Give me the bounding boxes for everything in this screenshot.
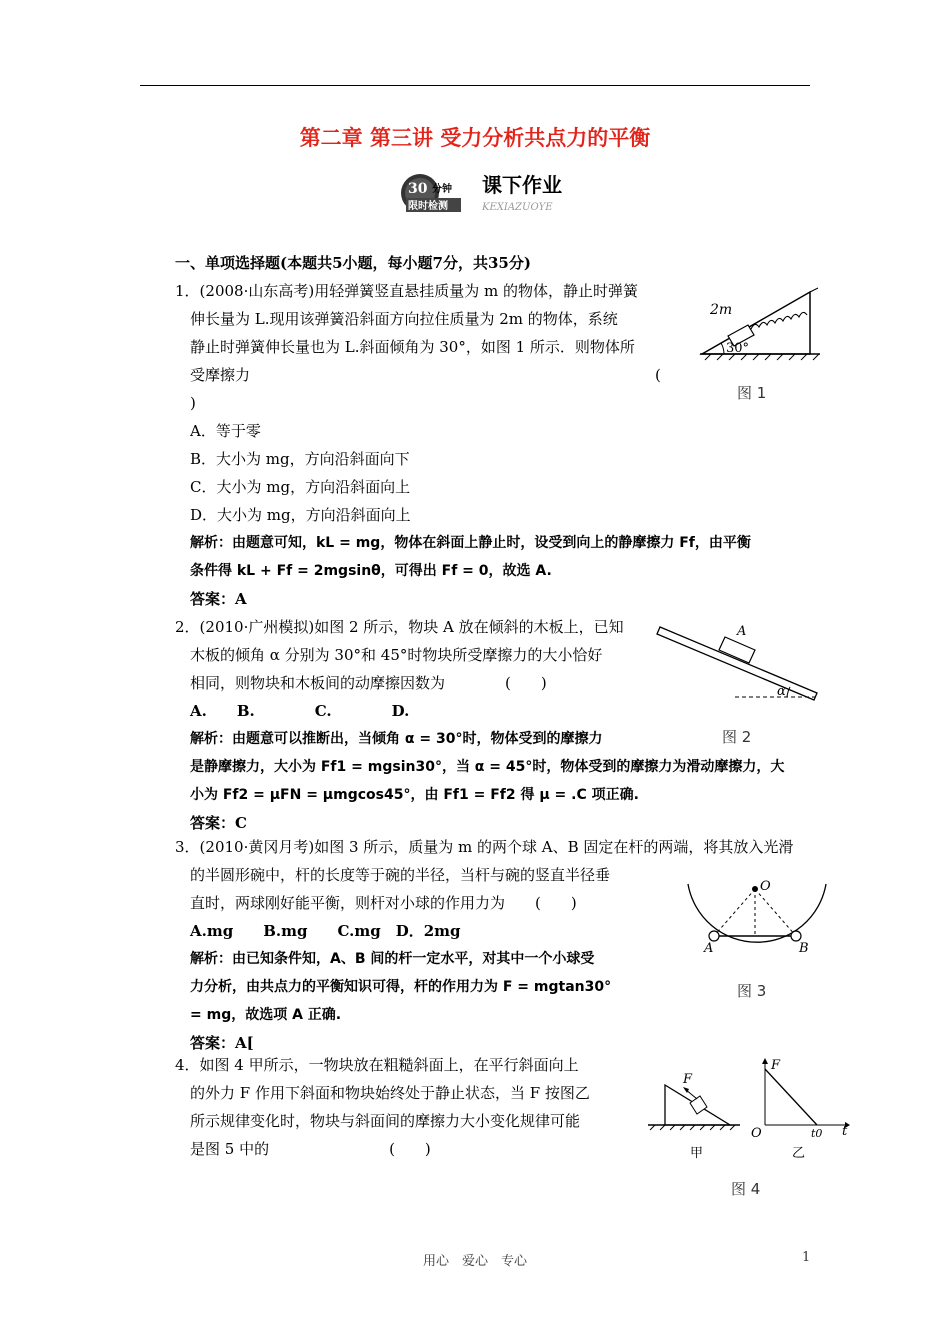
q1-answer: 答案：A (190, 590, 247, 608)
q3-solution-3: = mg，故选项 A 正确. (190, 1007, 342, 1023)
q2-options: A. B. C. D. (190, 702, 410, 720)
figure-4 (645, 1055, 850, 1165)
q1-line-2: 伸长量为 L.现用该弹簧沿斜面方向拉住质量为 2m 的物体，系统 (190, 310, 618, 328)
page-number: 1 (802, 1250, 811, 1265)
page-title: 第二章 第三讲 受力分析共点力的平衡 (299, 126, 651, 150)
q2-solution-1: 解析：由题意可以推断出，当倾角 α = 30°时，物体受到的摩擦力 (190, 731, 603, 747)
fig4-force-label: F (683, 1072, 693, 1087)
q2-line-2: 木板的倾角 α 分别为 30°和 45°时物块所受摩擦力的大小恰好 (190, 646, 603, 664)
homework-badge (400, 168, 600, 218)
footer-text: 用心 爱心 专心 (422, 1254, 527, 1269)
badge-number: 30 (408, 181, 428, 197)
q1-line-3: 静止时弹簧伸长量也为 L.斜面倾角为 30°，如图 1 所示．则物体所 (190, 338, 635, 356)
fig3-label-o: O (760, 879, 771, 894)
q4-line-1: 4．如图 4 甲所示，一物块放在粗糙斜面上，在平行斜面向上 (175, 1056, 579, 1074)
q1-option-a: A．等于零 (190, 422, 261, 440)
q2-line-3: 相同，则物块和木板间的动摩擦因数为 ( ) (190, 674, 547, 692)
q1-paren-close: ) (190, 394, 196, 412)
q1-line-1: 1．(2008·山东高考)用轻弹簧竖直悬挂质量为 m 的物体，静止时弹簧 (175, 282, 638, 300)
section-heading: 一、单项选择题(本题共5小题，每小题7分，共35分) (175, 254, 531, 272)
q1-solution-1: 解析：由题意可知，kL = mg，物体在斜面上静止时，设受到向上的静摩擦力 Ff，由平衡 (190, 535, 751, 551)
badge-graphic (400, 168, 600, 218)
fig4-origin-label: O (751, 1126, 762, 1141)
q3-answer: 答案：A[ (190, 1034, 254, 1052)
q3-line-2: 的半圆形碗中，杆的长度等于碗的半径，当杆与碗的竖直半径垂 (190, 866, 611, 884)
q3-options: A.mg B.mg C.mg D．2mg (190, 922, 461, 940)
figure-3-caption: 图 3 (737, 982, 767, 1000)
q4-line-2: 的外力 F 作用下斜面和物块始终处于静止状态，当 F 按图乙 (190, 1084, 590, 1102)
fig4-t0-label: t0 (811, 1127, 823, 1140)
fig3-label-b: B (799, 941, 809, 956)
fig4-axis-y-label: F (771, 1058, 781, 1073)
q1-option-c: C．大小为 mg，方向沿斜面向上 (190, 478, 411, 496)
header-rule (140, 85, 810, 86)
q3-line-1: 3．(2010·黄冈月考)如图 3 所示，质量为 m 的两个球 A、B 固定在杆的两端，将其放入光滑 (175, 838, 794, 856)
q1-option-d: D．大小为 mg，方向沿斜面向上 (190, 506, 411, 524)
fig3-label-a: A (704, 941, 714, 956)
figure-2-caption: 图 2 (722, 728, 752, 746)
fig4-jia-label: 甲 (690, 1146, 704, 1161)
badge-check: 限时检测 (408, 201, 448, 212)
figure-1-caption: 图 1 (737, 384, 767, 402)
q4-line-3: 所示规律变化时，物块与斜面间的摩擦力大小变化规律可能 (190, 1112, 581, 1130)
fig4-axis-x-label: t (842, 1124, 848, 1139)
fig1-angle-label: 30° (726, 341, 750, 356)
q1-paren-open: ( (655, 366, 661, 384)
q3-line-3: 直时，两球刚好能平衡，则杆对小球的作用力为 ( ) (190, 894, 577, 912)
figure-3 (682, 870, 832, 980)
figure-4-caption: 图 4 (731, 1180, 761, 1198)
q2-answer: 答案：C (190, 814, 247, 832)
badge-minutes: 分钟 (432, 184, 452, 195)
q3-solution-1: 解析：由已知条件知，A、B 间的杆一定水平，对其中一个小球受 (190, 951, 595, 967)
badge-label: 课下作业 (482, 173, 562, 197)
fig2-block-label: A (737, 624, 747, 639)
q1-option-b: B．大小为 mg，方向沿斜面向下 (190, 450, 410, 468)
fig1-mass-label: 2m (710, 302, 733, 318)
badge-pinyin: KEXIAZUOYE (482, 202, 553, 213)
q3-solution-2: 力分析，由共点力的平衡知识可得，杆的作用力为 F = mgtan30° (190, 979, 612, 995)
q4-line-4: 是图 5 中的 ( ) (190, 1140, 431, 1158)
q2-solution-2: 是静摩擦力，大小为 Ff1 = mgsin30°，当 α = 45°时，物体受到的摩擦力为滑动摩擦力，大 (190, 759, 785, 775)
q1-solution-2: 条件得 kL + Ff = 2mgsinθ，可得出 Ff = 0，故选 A. (190, 563, 552, 579)
fig4-yi-label: 乙 (792, 1146, 806, 1161)
q2-line-1: 2．(2010·广州模拟)如图 2 所示，物块 A 放在倾斜的木板上，已知 (175, 618, 624, 636)
figure-1 (690, 278, 830, 366)
q1-line-4: 受摩擦力 (190, 366, 251, 384)
q2-solution-3: 小为 Ff2 = μFN = μmgcos45°，由 Ff1 = Ff2 得 μ = .C 项正确. (190, 787, 639, 803)
figure-2 (655, 615, 825, 705)
fig2-angle-label: α (777, 684, 786, 699)
